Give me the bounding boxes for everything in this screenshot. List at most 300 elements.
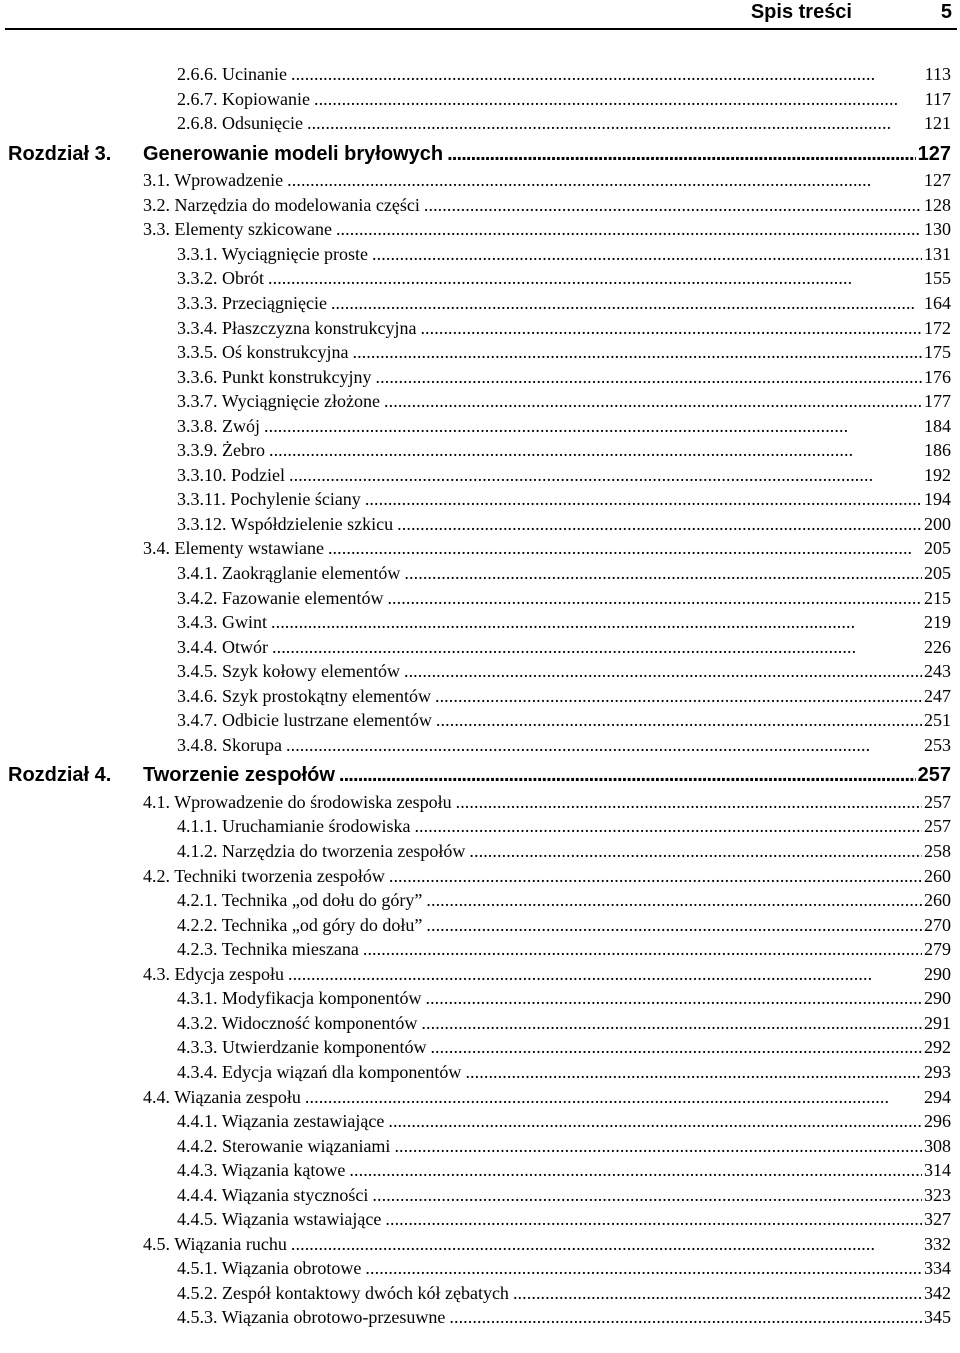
entry-number: 4.4.4. <box>177 1185 218 1205</box>
toc-entry[interactable] <box>177 888 951 912</box>
entry-label <box>143 962 284 986</box>
entry-page-number: 194 <box>924 489 951 509</box>
chapter-number: Rozdział 4. <box>8 764 112 786</box>
entry-number: 4.5.1. <box>177 1258 218 1278</box>
dot-leader <box>426 888 922 912</box>
entry-page-number: 323 <box>924 1185 951 1205</box>
toc-entry[interactable] <box>177 659 951 683</box>
entry-title: Wiązania wstawiające <box>221 1209 382 1229</box>
dot-leader <box>430 1035 922 1059</box>
entry-label <box>177 1183 368 1207</box>
entry-label <box>143 1232 287 1256</box>
entry-title: Zaokrąglanie elementów <box>222 563 401 583</box>
toc-entry[interactable] <box>177 561 951 585</box>
entry-label <box>177 888 422 912</box>
dot-leader <box>314 87 923 111</box>
entry-page-number: 113 <box>924 64 951 84</box>
entry-number: 2.6.8. <box>177 113 218 133</box>
toc-entry[interactable] <box>177 1183 951 1207</box>
entry-page-number: 260 <box>924 866 951 886</box>
entry-page-number: 164 <box>924 293 951 313</box>
entry-title: Edycja wiązań dla komponentów <box>222 1062 462 1082</box>
entry-label <box>177 365 372 389</box>
entry-title: Wyciągnięcie proste <box>221 244 369 264</box>
entry-number: 3.3. <box>143 219 170 239</box>
toc-entry[interactable] <box>177 913 951 937</box>
entry-title: Odbicie lustrzane elementów <box>222 710 432 730</box>
entry-number: 4.5.2. <box>177 1283 218 1303</box>
toc-entry[interactable] <box>177 291 951 315</box>
toc-entry[interactable] <box>177 389 951 413</box>
dot-leader <box>421 1011 922 1035</box>
entry-page-number: 205 <box>924 563 951 583</box>
entry-title: Wiązania ruchu <box>174 1234 287 1254</box>
toc-entry[interactable] <box>177 463 951 487</box>
entry-page-number: 308 <box>924 1136 951 1156</box>
dot-leader <box>291 1232 922 1256</box>
entry-title: Zwój <box>222 416 260 436</box>
toc-entry[interactable] <box>177 1207 951 1231</box>
toc-entry[interactable] <box>177 111 951 135</box>
entry-title: Płaszczyzna konstrukcyjna <box>222 318 417 338</box>
entry-label <box>177 266 264 290</box>
entry-label <box>177 389 380 413</box>
entry-number: 4.4.2. <box>177 1136 218 1156</box>
entry-label <box>177 1060 461 1084</box>
entry-title: Wiązania zestawiające <box>221 1111 385 1131</box>
toc-entry[interactable] <box>177 839 951 863</box>
entry-title: Uruchamianie środowiska <box>222 816 411 836</box>
entry-label <box>177 937 359 961</box>
toc-entry[interactable] <box>177 1305 951 1329</box>
entry-title: Narzędzia do tworzenia zespołów <box>222 841 466 861</box>
entry-page-number: 294 <box>924 1087 951 1107</box>
entry-title: Gwint <box>222 612 267 632</box>
dot-leader <box>372 242 922 266</box>
entry-page-number: 257 <box>924 792 951 812</box>
entry-page-number: 226 <box>924 637 951 657</box>
dot-leader <box>376 365 922 389</box>
entry-page-number: 290 <box>924 988 951 1008</box>
entry-label <box>177 512 393 536</box>
toc-entry[interactable] <box>177 242 951 266</box>
entry-number: 3.3.9. <box>177 440 218 460</box>
toc-entry[interactable] <box>143 193 951 217</box>
entry-number: 3.3.10. <box>177 465 227 485</box>
entry-number: 3.3.7. <box>177 391 218 411</box>
dot-leader <box>420 316 922 340</box>
entry-page-number: 127 <box>917 143 951 165</box>
dot-leader <box>307 111 922 135</box>
entry-page-number: 205 <box>924 538 951 558</box>
entry-number: 4.2. <box>143 866 170 886</box>
entry-page-number: 292 <box>924 1037 951 1057</box>
dot-leader <box>384 389 922 413</box>
entry-title: Widoczność komponentów <box>221 1013 418 1033</box>
entry-label <box>177 913 422 937</box>
toc-entry[interactable] <box>177 1256 951 1280</box>
entry-number: 3.4.1. <box>177 563 218 583</box>
entry-page-number: 243 <box>924 661 951 681</box>
entry-number: 4.4.5. <box>177 1209 218 1229</box>
entry-label <box>177 1256 361 1280</box>
entry-page-number: 200 <box>924 514 951 534</box>
entry-title: Utwierdzanie komponentów <box>222 1037 427 1057</box>
entry-title: Odsunięcie <box>222 113 303 133</box>
entry-label <box>177 62 287 86</box>
dot-leader <box>305 1085 922 1109</box>
dot-leader <box>394 1134 922 1158</box>
entry-label <box>177 1207 381 1231</box>
entry-title: Wiązania zespołu <box>174 1087 301 1107</box>
entry-number: 3.2. <box>143 195 170 215</box>
entry-label <box>177 463 285 487</box>
dot-leader <box>513 1281 922 1305</box>
entry-number: 4.1.1. <box>177 816 218 836</box>
dot-leader <box>264 414 922 438</box>
toc-chapter-entry[interactable] <box>143 142 951 166</box>
toc-entry[interactable] <box>177 684 951 708</box>
entry-label <box>177 814 410 838</box>
dot-leader <box>465 1060 922 1084</box>
entry-page-number: 327 <box>924 1209 951 1229</box>
entry-page-number: 175 <box>924 342 951 362</box>
entry-page-number: 176 <box>924 367 951 387</box>
dot-leader <box>289 463 922 487</box>
dot-leader <box>449 1305 922 1329</box>
dot-leader <box>388 1109 922 1133</box>
entry-page-number: 251 <box>924 710 951 730</box>
entry-number: 4.3.3. <box>177 1037 218 1057</box>
entry-page-number: 155 <box>924 268 951 288</box>
toc-entry[interactable] <box>177 1134 951 1158</box>
entry-label <box>143 864 385 888</box>
entry-label <box>177 1011 417 1035</box>
entry-label <box>177 1035 426 1059</box>
entry-page-number: 257 <box>924 816 951 836</box>
entry-label <box>177 242 368 266</box>
entry-page-number: 127 <box>924 170 951 190</box>
entry-page-number: 192 <box>924 465 951 485</box>
entry-label <box>143 193 420 217</box>
entry-label <box>177 733 282 757</box>
entry-page-number: 279 <box>924 939 951 959</box>
dot-leader <box>349 1158 922 1182</box>
entry-title: Wprowadzenie do środowiska zespołu <box>174 792 452 812</box>
entry-number: 3.3.12. <box>177 514 227 534</box>
dot-leader <box>372 1183 922 1207</box>
toc-entry[interactable] <box>143 790 951 814</box>
entry-label <box>143 536 324 560</box>
toc-entry[interactable] <box>177 62 951 86</box>
toc-entry[interactable] <box>143 168 951 192</box>
entry-title: Wiązania obrotowe <box>221 1258 362 1278</box>
dot-leader <box>387 586 922 610</box>
entry-page-number: 177 <box>924 391 951 411</box>
entry-page-number: 290 <box>924 964 951 984</box>
entry-number: 4.1.2. <box>177 841 218 861</box>
entry-label <box>177 1158 345 1182</box>
entry-number: 4.3.2. <box>177 1013 218 1033</box>
entry-page-number: 314 <box>924 1160 951 1180</box>
entry-title: Otwór <box>222 637 268 657</box>
entry-number: 4.3.4. <box>177 1062 218 1082</box>
dot-leader <box>363 937 922 961</box>
entry-number: 3.3.3. <box>177 293 218 313</box>
entry-page-number: 258 <box>924 841 951 861</box>
entry-page-number: 332 <box>924 1234 951 1254</box>
entry-number: 3.3.4. <box>177 318 218 338</box>
dot-leader <box>426 913 922 937</box>
entry-title: Obrót <box>222 268 264 288</box>
entry-number: 4.1. <box>143 792 170 812</box>
entry-title: Techniki tworzenia zespołów <box>174 866 385 886</box>
entry-number: 4.4.1. <box>177 1111 218 1131</box>
dot-leader <box>268 266 922 290</box>
toc-entry[interactable] <box>177 87 951 111</box>
entry-page-number: 345 <box>924 1307 951 1327</box>
entry-number: 4.4.3. <box>177 1160 218 1180</box>
entry-page-number: 291 <box>924 1013 951 1033</box>
entry-number: 3.3.5. <box>177 342 218 362</box>
entry-number: 4.2.1. <box>177 890 218 910</box>
entry-label <box>143 217 332 241</box>
entry-number: 3.4.7. <box>177 710 218 730</box>
toc-entry[interactable] <box>177 586 951 610</box>
entry-label <box>177 561 400 585</box>
dot-leader <box>269 438 922 462</box>
toc-entry[interactable] <box>177 316 951 340</box>
entry-title: Wiązania kątowe <box>221 1160 346 1180</box>
entry-title: Współdzielenie szkicu <box>230 514 394 534</box>
entry-label <box>177 414 260 438</box>
entry-title: Technika mieszana <box>221 939 359 959</box>
dot-leader <box>436 708 922 732</box>
toc-entry[interactable] <box>177 814 951 838</box>
entry-number: 2.6.7. <box>177 89 218 109</box>
entry-number: 4.3.1. <box>177 988 218 1008</box>
dot-leader <box>291 62 923 86</box>
entry-page-number: 215 <box>924 588 951 608</box>
entry-number: 3.4.2. <box>177 588 218 608</box>
toc-entry[interactable] <box>177 414 951 438</box>
entry-label <box>177 610 267 634</box>
dot-leader <box>425 986 922 1010</box>
dot-leader <box>287 168 922 192</box>
toc-entry[interactable] <box>177 635 951 659</box>
entry-title: Skorupa <box>222 735 282 755</box>
entry-label <box>177 1134 390 1158</box>
entry-label <box>177 438 265 462</box>
entry-page-number: 128 <box>924 195 951 215</box>
entry-title: Ucinanie <box>222 64 287 84</box>
dot-leader <box>328 536 922 560</box>
toc-entry[interactable] <box>177 266 951 290</box>
entry-page-number: 130 <box>924 219 951 239</box>
entry-title: Szyk kołowy elementów <box>222 661 400 681</box>
dot-leader <box>286 733 922 757</box>
entry-title: Punkt konstrukcyjny <box>222 367 372 387</box>
toc-entry[interactable] <box>177 937 951 961</box>
entry-label <box>143 168 283 192</box>
entry-page-number: 334 <box>924 1258 951 1278</box>
entry-label <box>177 111 303 135</box>
dot-leader <box>435 684 922 708</box>
entry-number: 4.2.3. <box>177 939 218 959</box>
toc-entry[interactable] <box>177 365 951 389</box>
dot-leader <box>339 763 916 787</box>
toc-entry[interactable] <box>177 512 951 536</box>
chapter-title: Generowanie modeli bryłowych <box>143 143 444 165</box>
dot-leader <box>365 1256 922 1280</box>
entry-title: Żebro <box>222 440 265 460</box>
toc-entry[interactable] <box>177 438 951 462</box>
entry-page-number: 270 <box>924 915 951 935</box>
entry-title: Wyciągnięcie złożone <box>221 391 381 411</box>
toc-entry[interactable] <box>177 733 951 757</box>
entry-title: Przeciągnięcie <box>222 293 327 313</box>
dot-leader <box>272 635 922 659</box>
chapter-number: Rozdział 3. <box>8 143 112 165</box>
dot-leader <box>385 1207 922 1231</box>
entry-label <box>177 839 465 863</box>
entry-number: 3.4.4. <box>177 637 218 657</box>
toc-entry[interactable] <box>177 986 951 1010</box>
entry-number: 4.4. <box>143 1087 170 1107</box>
entry-label <box>143 790 452 814</box>
entry-number: 3.3.1. <box>177 244 218 264</box>
entry-title: Elementy szkicowane <box>174 219 332 239</box>
entry-page-number: 296 <box>924 1111 951 1131</box>
dot-leader <box>365 487 922 511</box>
dot-leader <box>447 142 916 166</box>
toc-entry[interactable] <box>143 1232 951 1256</box>
toc-entry[interactable] <box>177 708 951 732</box>
entry-label <box>143 1085 301 1109</box>
entry-number: 3.3.8. <box>177 416 218 436</box>
entry-page-number: 186 <box>924 440 951 460</box>
dot-leader <box>331 291 922 315</box>
entry-number: 4.5. <box>143 1234 170 1254</box>
entry-number: 4.5.3. <box>177 1307 218 1327</box>
entry-title: Wiązania obrotowo-przesuwne <box>221 1307 446 1327</box>
entry-number: 3.3.2. <box>177 268 218 288</box>
entry-page-number: 219 <box>924 612 951 632</box>
entry-page-number: 121 <box>924 113 951 133</box>
entry-title: Podziel <box>231 465 285 485</box>
toc-entry[interactable] <box>143 1085 951 1109</box>
entry-label <box>177 684 431 708</box>
entry-title: Technika „od dołu do góry” <box>221 890 423 910</box>
running-header-title: Spis treści <box>750 1 852 23</box>
entry-title: Szyk prostokątny elementów <box>222 686 431 706</box>
entry-number: 3.4.3. <box>177 612 218 632</box>
toc-entry[interactable] <box>143 962 951 986</box>
dot-leader <box>414 814 922 838</box>
dot-leader <box>288 962 922 986</box>
entry-label <box>177 986 421 1010</box>
entry-page-number: 293 <box>924 1062 951 1082</box>
toc-entry[interactable] <box>177 1011 951 1035</box>
dot-leader <box>389 864 922 888</box>
entry-number: 3.1. <box>143 170 170 190</box>
toc-entry[interactable] <box>177 1158 951 1182</box>
entry-label <box>177 340 348 364</box>
entry-title: Narzędzia do modelowania części <box>174 195 420 215</box>
toc-entry[interactable] <box>177 1281 951 1305</box>
entry-label <box>177 87 310 111</box>
dot-leader <box>424 193 922 217</box>
toc-entry[interactable] <box>177 340 951 364</box>
entry-number: 3.4.8. <box>177 735 218 755</box>
entry-title: Kopiowanie <box>222 89 310 109</box>
dot-leader <box>456 790 922 814</box>
entry-number: 3.3.6. <box>177 367 218 387</box>
toc-entry[interactable] <box>143 864 951 888</box>
entry-title: Fazowanie elementów <box>222 588 384 608</box>
toc-entry[interactable] <box>143 536 951 560</box>
entry-label <box>177 487 361 511</box>
entry-page-number: 342 <box>924 1283 951 1303</box>
entry-label <box>177 291 327 315</box>
entry-number: 3.4.6. <box>177 686 218 706</box>
entry-title: Wiązania styczności <box>221 1185 369 1205</box>
entry-label <box>177 659 400 683</box>
entry-page-number: 117 <box>924 89 951 109</box>
toc-entry[interactable] <box>177 487 951 511</box>
dot-leader <box>469 839 922 863</box>
toc-entry[interactable] <box>177 1035 951 1059</box>
entry-page-number: 253 <box>924 735 951 755</box>
entry-title: Zespół kontaktowy dwóch kół zębatych <box>222 1283 509 1303</box>
entry-title: Technika „od góry do dołu” <box>221 915 423 935</box>
entry-title: Edycja zespołu <box>174 964 284 984</box>
entry-title: Oś konstrukcyjna <box>222 342 349 362</box>
entry-title: Sterowanie wiązaniami <box>222 1136 391 1156</box>
entry-number: 4.2.2. <box>177 915 218 935</box>
dot-leader <box>397 512 922 536</box>
dot-leader <box>404 659 922 683</box>
toc-entry[interactable] <box>177 1060 951 1084</box>
entry-label <box>177 635 268 659</box>
toc-entry[interactable] <box>177 1109 951 1133</box>
toc-chapter-entry[interactable] <box>143 763 951 787</box>
entry-title: Elementy wstawiane <box>174 538 324 558</box>
entry-page-number: 257 <box>917 764 951 786</box>
chapter-title: Tworzenie zespołów <box>143 764 335 786</box>
entry-label <box>177 1109 384 1133</box>
toc-entry[interactable] <box>143 217 951 241</box>
entry-label <box>177 1281 509 1305</box>
entry-page-number: 184 <box>924 416 951 436</box>
entry-title: Wprowadzenie <box>174 170 284 190</box>
entry-label <box>177 708 432 732</box>
dot-leader <box>271 610 922 634</box>
dot-leader <box>352 340 922 364</box>
dot-leader <box>336 217 922 241</box>
entry-number: 3.4.5. <box>177 661 218 681</box>
entry-number: 3.3.11. <box>177 489 226 509</box>
entry-title: Modyfikacja komponentów <box>222 988 422 1008</box>
entry-label <box>177 316 416 340</box>
entry-label <box>177 1305 445 1329</box>
entry-title: Pochylenie ściany <box>230 489 361 509</box>
entry-number: 3.4. <box>143 538 170 558</box>
entry-page-number: 172 <box>924 318 951 338</box>
entry-page-number: 247 <box>924 686 951 706</box>
dot-leader <box>404 561 922 585</box>
toc-entry[interactable] <box>177 610 951 634</box>
